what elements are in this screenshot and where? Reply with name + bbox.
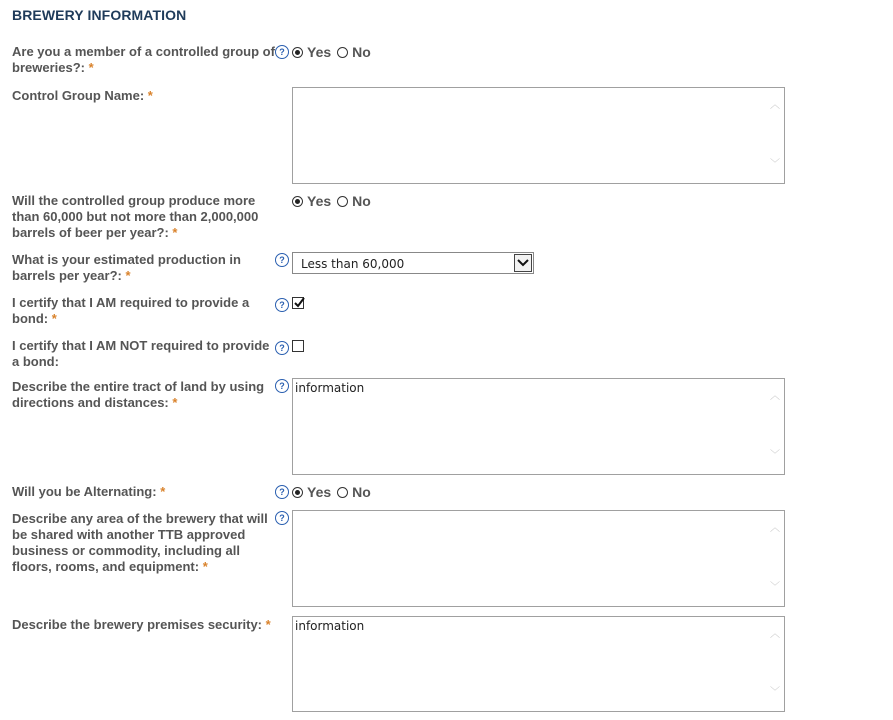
tract-label: Describe the entire tract of land by using directions and distances: * — [12, 379, 265, 410]
bond-required-checkbox[interactable] — [292, 297, 304, 309]
required-asterisk: * — [125, 268, 131, 283]
scroll-down-icon[interactable]: ﹀ — [770, 687, 780, 698]
security-label: Describe the brewery premises security: * — [12, 617, 271, 632]
help-icon[interactable]: ? — [275, 253, 289, 267]
member-no-radio[interactable] — [337, 47, 348, 58]
bond-not-required-checkbox[interactable] — [292, 340, 304, 352]
scroll-up-icon[interactable]: ︿ — [770, 523, 780, 534]
scroll-down-icon[interactable]: ﹀ — [770, 159, 780, 170]
produce-no-radio[interactable] — [337, 196, 348, 207]
scroll-down-icon[interactable]: ﹀ — [770, 450, 780, 461]
required-asterisk: * — [172, 395, 178, 410]
help-icon[interactable]: ? — [275, 511, 289, 525]
scroll-up-icon[interactable]: ︿ — [770, 391, 780, 402]
group-name-label: Control Group Name: * — [12, 88, 153, 103]
help-icon[interactable]: ? — [275, 379, 289, 393]
scroll-up-icon[interactable]: ︿ — [770, 100, 780, 111]
shared-area-label: Describe any area of the brewery that will be shared with another TTB approved business or commodity, including all floors, rooms, and equipment: * — [12, 511, 268, 574]
alternating-yes-label: Yes — [307, 484, 332, 500]
member-yes-label: Yes — [307, 44, 332, 60]
alternating-radio-group — [292, 484, 377, 500]
bond-required-label: I certify that I AM required to provide a bond: * — [12, 295, 250, 326]
required-asterisk: * — [202, 559, 208, 574]
scroll-up-icon[interactable]: ︿ — [770, 629, 780, 640]
tract-value: information — [295, 381, 365, 395]
alternating-no-label: No — [352, 484, 371, 500]
select-value: Less than 60,000 — [301, 257, 405, 271]
required-asterisk: * — [88, 60, 94, 75]
estimated-production-select[interactable] — [292, 252, 534, 274]
scroll-down-icon[interactable]: ﹀ — [770, 582, 780, 593]
help-icon[interactable]: ? — [275, 298, 289, 312]
alternating-label: Will you be Alternating: * — [12, 484, 166, 499]
shared-area-textarea[interactable] — [292, 510, 785, 607]
member-yes-radio[interactable] — [292, 47, 303, 58]
security-textarea[interactable] — [292, 616, 785, 712]
produce-no-label: No — [352, 193, 371, 209]
member-no-label: No — [352, 44, 371, 60]
bond-not-required-label: I certify that I AM NOT required to provide a bond: — [12, 338, 270, 369]
group-produce-label: Will the controlled group produce more than 60,000 but not more than 2,000,000 barrels of beer per year?: * — [12, 193, 259, 240]
required-asterisk: * — [265, 617, 271, 632]
alternating-yes-radio[interactable] — [292, 487, 303, 498]
security-value: information — [295, 619, 365, 633]
member-question-label: Are you a member of a controlled group of breweries?: * — [12, 44, 275, 75]
member-radio-group — [292, 44, 377, 60]
required-asterisk: * — [147, 88, 153, 103]
required-asterisk: * — [160, 484, 166, 499]
produce-yes-radio[interactable] — [292, 196, 303, 207]
group-name-textarea[interactable] — [292, 87, 785, 184]
produce-radio-group — [292, 193, 377, 209]
chevron-down-icon[interactable] — [514, 254, 532, 272]
produce-yes-label: Yes — [307, 193, 332, 209]
help-icon[interactable]: ? — [275, 45, 289, 59]
alternating-no-radio[interactable] — [337, 487, 348, 498]
checkmark-icon — [293, 297, 305, 309]
tract-textarea[interactable] — [292, 378, 785, 475]
required-asterisk: * — [51, 311, 57, 326]
help-icon[interactable]: ? — [275, 341, 289, 355]
section-title: BREWERY INFORMATION — [12, 7, 187, 23]
estimated-production-label: What is your estimated production in barrels per year?: * — [12, 252, 241, 283]
help-icon[interactable]: ? — [275, 485, 289, 499]
required-asterisk: * — [172, 225, 178, 240]
